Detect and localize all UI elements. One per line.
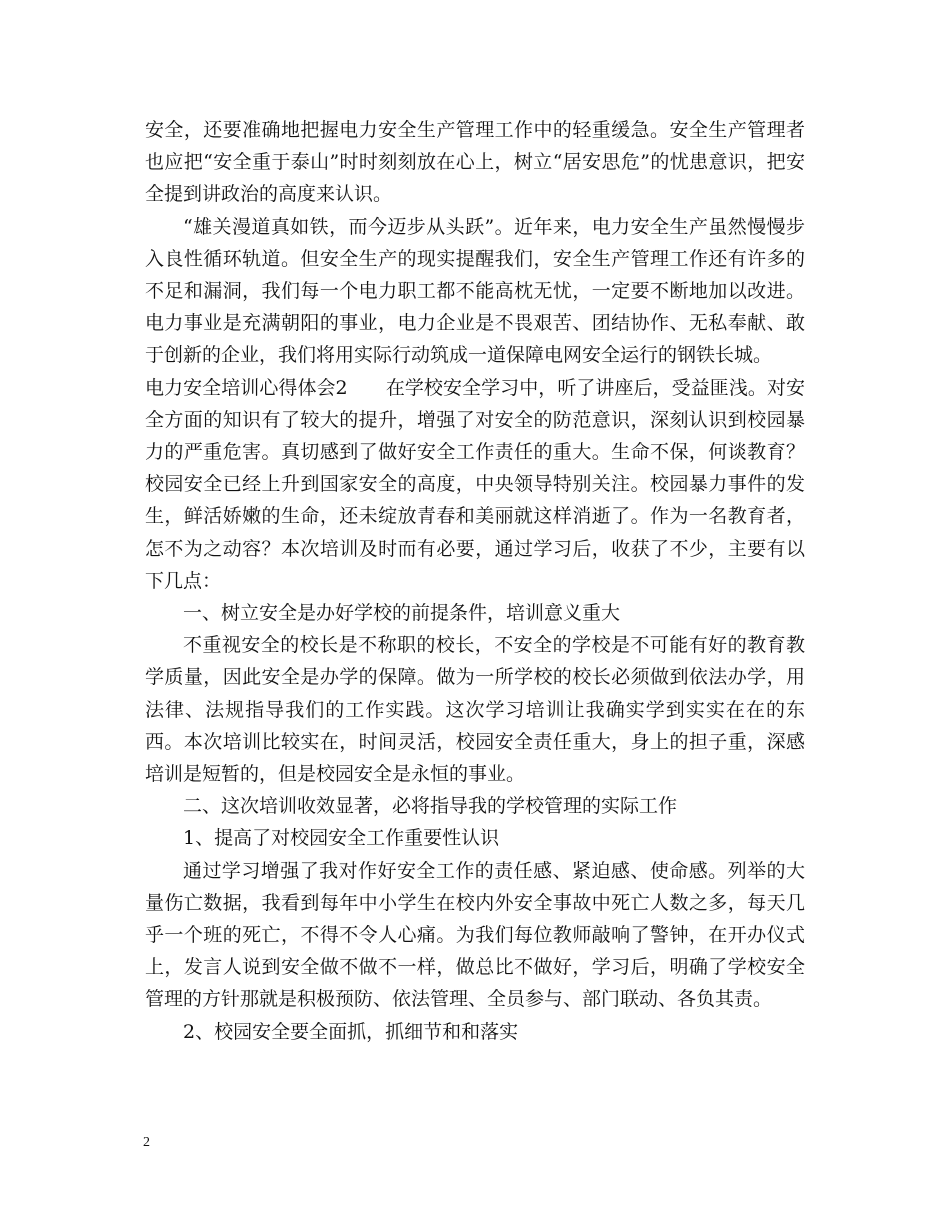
paragraph-awareness: 通过学习增强了我对作好安全工作的责任感、紧迫感、使命感。列举的大量伤亡数据，我看到每年中小学生在校内外安全事故中死亡人数之多，每天几乎一个班的死亡，不得不令人心痛。为我们每位教师敲响了警钟，在开办仪式上，发言人说到安全做不做不一样，做总比不做好，学习后，明确了学校安全管理的方针那就是积极预防、依法管理、全员参与、部门联动、各负其责。 [145, 859, 805, 1011]
paragraph-principal: 不重视安全的校长是不称职的校长，不安全的学校是不可能有好的教育教学质量，因此安全是办学的保障。做为一所学校的校长必须做到依法办学，用法律、法规指导我们的工作实践。这次学习培训让我确实学到实实在在的东西。本次培训比较实在，时间灵活，校园安全责任重大，身上的担子重，深感培训是短暂的，但是校园安全是永恒的事业。 [145, 634, 805, 786]
paragraph-section-title-2: 电力安全培训心得体会2 在学校安全学习中，听了讲座后，受益匪浅。对安全方面的知识有了较大的提升，增强了对安全的防范意识，深刻认识到校园暴力的严重危害。真切感到了做好安全工作责任的重大。生命不保，何谈教育？校园安全已经上升到国家安全的高度，中央领导特别关注。校园暴力事件的发生，鲜活娇嫩的生命，还未绽放青春和美丽就这样消逝了。作为一名教育者，怎不为之动容？本次培训及时而有必要，通过学习后，收获了不少，主要有以下几点： [145, 376, 805, 592]
heading-point-2: 二、这次培训收效显著，必将指导我的学校管理的实际工作 [183, 795, 678, 818]
document-body [145, 114, 805, 1048]
subheading-1: 1、提高了对校园安全工作重要性认识 [183, 827, 500, 850]
heading-point-1: 一、树立安全是办好学校的前提条件，培训意义重大 [183, 602, 621, 625]
subheading-2: 2、校园安全要全面抓，抓细节和和落实 [183, 1020, 519, 1043]
page-number: 2 [143, 1135, 150, 1150]
paragraph-quote: “雄关漫道真如铁，而今迈步从头跃”。近年来，电力安全生产虽然慢慢步入良性循环轨道。但安全生产的现实提醒我们，安全生产管理工作还有许多的不足和漏洞，我们每一个电力职工都不能高枕无忧，一定要不断地加以改进。电力事业是充满朝阳的事业，电力企业是不畏艰苦、团结协作、无私奉献、敢于创新的企业，我们将用实际行动筑成一道保障电网安全运行的钢铁长城。 [145, 215, 805, 367]
paragraph-continuation: 安全，还要准确地把握电力安全生产管理工作中的轻重缓急。安全生产管理者也应把“安全重于泰山”时时刻刻放在心上，树立“居安思危”的忧患意识，把安全提到讲政治的高度来认识。 [145, 119, 805, 206]
